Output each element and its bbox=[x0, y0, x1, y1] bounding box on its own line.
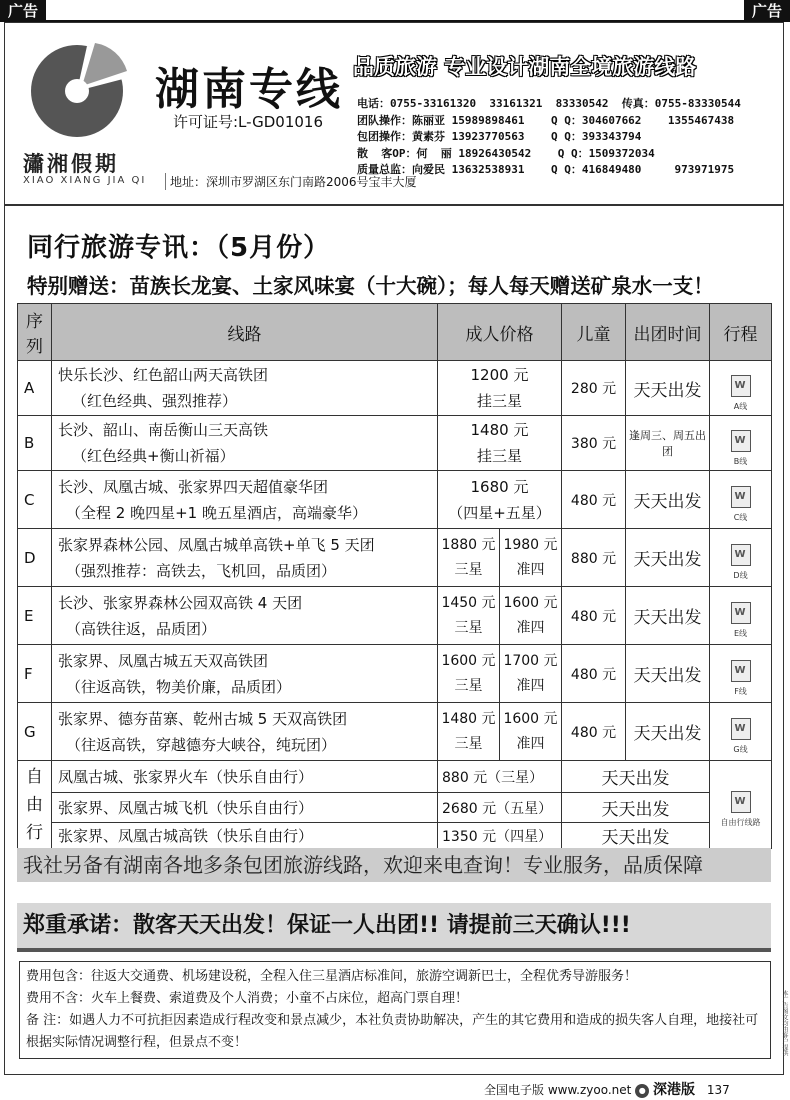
contact-line: 电话：0755-33161320 33161321 83330542 传真：0755-83330544 bbox=[357, 97, 741, 110]
row-route bbox=[52, 416, 438, 471]
row-route bbox=[52, 587, 438, 645]
itinerary-doc-link[interactable] bbox=[710, 529, 772, 587]
page-footer bbox=[484, 1079, 730, 1099]
footer-edition: 深港版 bbox=[653, 1082, 696, 1098]
itinerary-doc-link[interactable] bbox=[710, 361, 772, 416]
price-note: 三星 bbox=[454, 677, 483, 694]
row-child-price: 480 元 bbox=[562, 587, 626, 645]
table-row bbox=[18, 645, 772, 703]
price-note: 三星 bbox=[454, 735, 483, 752]
contact-line: 包团操作：黄素芬 13923770563 Q Q：393343794 bbox=[357, 130, 642, 143]
self-tour-price: 880 元（三星） bbox=[438, 761, 562, 793]
row-child-price: 480 元 bbox=[562, 471, 626, 529]
price-value: 1980 元 bbox=[503, 536, 558, 553]
special-gift: 特别赠送：苗族长龙宴、土家风味宴（十大碗）；每人每天赠送矿泉水一支！ bbox=[27, 274, 714, 298]
route-line: 长沙、凤凰古城、张家界四天超值豪华团 bbox=[58, 477, 329, 496]
self-tour-label bbox=[18, 761, 52, 849]
self-tour-price: 1350 元（四星） bbox=[438, 823, 562, 849]
self-tour-departure: 天天出发 bbox=[562, 823, 710, 849]
contact-line: 质量总监：向爱民 13632538931 Q Q：416849480 973971975 bbox=[357, 163, 735, 176]
price-note: 三星 bbox=[454, 561, 483, 578]
contact-line: 团队操作：陈丽亚 15989898461 Q Q：304607662 1355467438 bbox=[357, 113, 735, 127]
route-note: （强烈推荐：高铁去，飞机回，品质团） bbox=[66, 561, 337, 580]
page-title: 同行旅游专讯：（5月份） bbox=[27, 233, 331, 263]
row-price-four-star bbox=[500, 645, 562, 703]
document-icon: W bbox=[731, 602, 751, 624]
row-price bbox=[438, 416, 562, 471]
price-note: 挂三星 bbox=[476, 392, 522, 410]
self-tour-departure: 天天出发 bbox=[562, 761, 710, 793]
route-line: 长沙、韶山、南岳衡山三天高铁 bbox=[58, 421, 269, 439]
price-note: 准四 bbox=[516, 677, 545, 694]
route-line: 张家界森林公园、凤凰古城单高铁+单飞 5 天团 bbox=[58, 535, 375, 554]
table-row bbox=[18, 529, 772, 587]
self-tour-route: 凤凰古城、张家界火车（快乐自由行） bbox=[52, 761, 438, 793]
contact-list bbox=[357, 96, 741, 179]
brand-title: 湖南专线 bbox=[155, 64, 343, 115]
row-child-price: 480 元 bbox=[562, 645, 626, 703]
note-line: 备 注：如遇人力不可抗拒因素造成行程改变和景点减少，本社负责协助解决，产生的其它费用和造成的损失客人自理，地接社可根据实际情况调整行程，但景点不变！ bbox=[26, 1013, 759, 1050]
document-icon: W bbox=[731, 718, 751, 740]
row-code: D bbox=[18, 529, 52, 587]
price-note: 准四 bbox=[516, 619, 545, 636]
footer-site[interactable]: 全国电子版 www.zyoo.net bbox=[484, 1083, 632, 1097]
row-price-three-star bbox=[438, 529, 500, 587]
route-line: 张家界、德夯苗寨、乾州古城 5 天双高铁团 bbox=[58, 709, 348, 728]
table-header-row bbox=[18, 304, 772, 361]
self-tour-char: 由 bbox=[26, 794, 43, 815]
row-route bbox=[52, 703, 438, 761]
header-departure: 出团时间 bbox=[626, 304, 710, 361]
ad-tag-right: 广告 bbox=[744, 0, 790, 22]
document-icon: W bbox=[731, 791, 751, 813]
row-route bbox=[52, 471, 438, 529]
slogan: 品质旅游 专业设计湖南全境旅游线路 bbox=[353, 55, 697, 79]
row-route bbox=[52, 361, 438, 416]
route-line: 长沙、张家界森林公园双高铁 4 天团 bbox=[58, 593, 303, 612]
row-child-price: 380 元 bbox=[562, 416, 626, 471]
self-tour-char: 行 bbox=[26, 822, 43, 843]
document-icon: W bbox=[731, 375, 751, 397]
row-price-four-star bbox=[500, 587, 562, 645]
header-adult-price: 成人价格 bbox=[438, 304, 562, 361]
table-row bbox=[18, 703, 772, 761]
header-seq: 序列 bbox=[18, 304, 52, 361]
row-price-four-star bbox=[500, 529, 562, 587]
route-note: （往返高铁，穿越德夯大峡谷，纯玩团） bbox=[66, 735, 337, 754]
row-child-price: 280 元 bbox=[562, 361, 626, 416]
route-line: 快乐长沙、红色韶山两天高铁团 bbox=[58, 366, 269, 384]
row-price-three-star bbox=[438, 587, 500, 645]
note-line: 费用不含：火车上餐费、索道费及个人消费；小童不占床位，超高门票自理！ bbox=[26, 991, 469, 1006]
price-value: 1600 元 bbox=[503, 594, 558, 611]
side-disclaimer: 本广告图文均由客户提供 bbox=[781, 990, 788, 1056]
logo-chinese-name: 瀟湘假期 bbox=[23, 151, 119, 176]
route-note: （全程 2 晚四星+1 晚五星酒店，高端豪华） bbox=[66, 503, 367, 522]
row-code: B bbox=[18, 416, 52, 471]
price-note: 挂三星 bbox=[476, 447, 522, 465]
row-departure: 天天出发 bbox=[626, 361, 710, 416]
price-note: 准四 bbox=[516, 561, 545, 578]
price-value: 1680 元 bbox=[470, 477, 529, 496]
document-icon: W bbox=[731, 660, 751, 682]
price-value: 1200 元 bbox=[470, 366, 529, 384]
row-price-three-star bbox=[438, 703, 500, 761]
price-value: 1880 元 bbox=[441, 536, 496, 553]
row-departure: 天天出发 bbox=[626, 645, 710, 703]
route-note: （红色经典+衡山祈福） bbox=[72, 447, 235, 465]
doc-label: A线 bbox=[733, 401, 748, 411]
row-price bbox=[438, 361, 562, 416]
itinerary-doc-link[interactable] bbox=[710, 761, 772, 849]
price-value: 1450 元 bbox=[441, 594, 496, 611]
more-routes-banner: 我社另备有湖南各地多条包团旅游线路，欢迎来电查询！专业服务，品质保障 bbox=[17, 848, 771, 882]
routes-table bbox=[17, 303, 772, 849]
itinerary-doc-link[interactable] bbox=[710, 587, 772, 645]
row-route bbox=[52, 529, 438, 587]
table-row bbox=[18, 361, 772, 416]
document-icon: W bbox=[731, 544, 751, 566]
price-value: 1480 元 bbox=[441, 710, 496, 727]
license-number: 许可证号:L-GD01016 bbox=[173, 113, 324, 131]
row-price bbox=[438, 471, 562, 529]
row-departure: 天天出发 bbox=[626, 587, 710, 645]
doc-label: F线 bbox=[734, 687, 747, 696]
price-value: 1600 元 bbox=[441, 652, 496, 669]
row-route bbox=[52, 645, 438, 703]
header-child: 儿童 bbox=[562, 304, 626, 361]
row-departure: 天天出发 bbox=[626, 471, 710, 529]
doc-label: B线 bbox=[733, 456, 748, 466]
company-address: 地址：深圳市罗湖区东门南路2006号宝丰大厦 bbox=[165, 173, 417, 190]
price-note: 三星 bbox=[454, 619, 483, 636]
row-code: C bbox=[18, 471, 52, 529]
company-logo-icon bbox=[27, 41, 137, 141]
doc-label: G线 bbox=[733, 745, 748, 754]
self-tour-departure: 天天出发 bbox=[562, 793, 710, 823]
itinerary-doc-link[interactable] bbox=[710, 471, 772, 529]
document-icon: W bbox=[731, 430, 751, 452]
self-tour-route: 张家界、凤凰古城飞机（快乐自由行） bbox=[52, 793, 438, 823]
row-code: G bbox=[18, 703, 52, 761]
self-tour-price: 2680 元（五星） bbox=[438, 793, 562, 823]
table-row bbox=[18, 587, 772, 645]
ad-tag-left: 广告 bbox=[0, 0, 46, 22]
self-tour-route: 张家界、凤凰古城高铁（快乐自由行） bbox=[52, 823, 438, 849]
doc-label: C线 bbox=[733, 513, 748, 522]
price-value: 1700 元 bbox=[503, 652, 558, 669]
fee-notes bbox=[19, 961, 771, 1059]
logo-english-name: XIAO XIANG JIA QI bbox=[23, 175, 147, 186]
row-departure: 天天出发 bbox=[626, 529, 710, 587]
itinerary-doc-link[interactable] bbox=[710, 703, 772, 761]
promise-banner: 郑重承诺：散客天天出发！保证一人出团!! 请提前三天确认!!! bbox=[17, 903, 771, 952]
doc-label: D线 bbox=[733, 571, 748, 580]
row-child-price: 880 元 bbox=[562, 529, 626, 587]
self-tour-char: 自 bbox=[26, 766, 43, 787]
route-line: 张家界、凤凰古城五天双高铁团 bbox=[58, 651, 269, 670]
note-line: 费用包含：往返大交通费、机场建设税，全程入住三星酒店标准间，旅游空调新巴士，全程优秀导游服务！ bbox=[26, 969, 638, 984]
document-icon: W bbox=[731, 486, 751, 508]
route-note: （高铁往返，品质团） bbox=[66, 619, 217, 638]
itinerary-doc-link[interactable] bbox=[710, 416, 772, 471]
route-note: （往返高铁，物美价廉，品质团） bbox=[66, 677, 292, 696]
header-route: 线路 bbox=[52, 304, 438, 361]
row-departure: 逢周三、周五出团 bbox=[626, 416, 710, 471]
table-row bbox=[18, 761, 772, 793]
row-price-three-star bbox=[438, 645, 500, 703]
page-number: 137 bbox=[706, 1083, 730, 1097]
row-price-four-star bbox=[500, 703, 562, 761]
price-value: 1600 元 bbox=[503, 710, 558, 727]
header-panel bbox=[4, 22, 784, 205]
row-code: E bbox=[18, 587, 52, 645]
doc-label: 自由行线路 bbox=[720, 818, 761, 827]
row-departure: 天天出发 bbox=[626, 703, 710, 761]
table-row bbox=[18, 416, 772, 471]
table-row bbox=[18, 793, 772, 823]
price-note: 准四 bbox=[516, 735, 545, 752]
contact-line: 散 客OP：何 丽 18926430542 Q Q：1509372034 bbox=[357, 146, 655, 160]
main-panel bbox=[4, 205, 784, 1075]
price-value: 1480 元 bbox=[470, 421, 529, 439]
table-row bbox=[18, 823, 772, 849]
row-code: A bbox=[18, 361, 52, 416]
row-code: F bbox=[18, 645, 52, 703]
header-itinerary: 行程 bbox=[710, 304, 772, 361]
route-note: （红色经典、强烈推荐） bbox=[72, 392, 238, 410]
price-note: （四星+五星） bbox=[448, 503, 551, 522]
table-row bbox=[18, 471, 772, 529]
itinerary-doc-link[interactable] bbox=[710, 645, 772, 703]
doc-label: E线 bbox=[733, 629, 748, 638]
row-child-price: 480 元 bbox=[562, 703, 626, 761]
footer-dot-icon: ● bbox=[635, 1084, 649, 1098]
